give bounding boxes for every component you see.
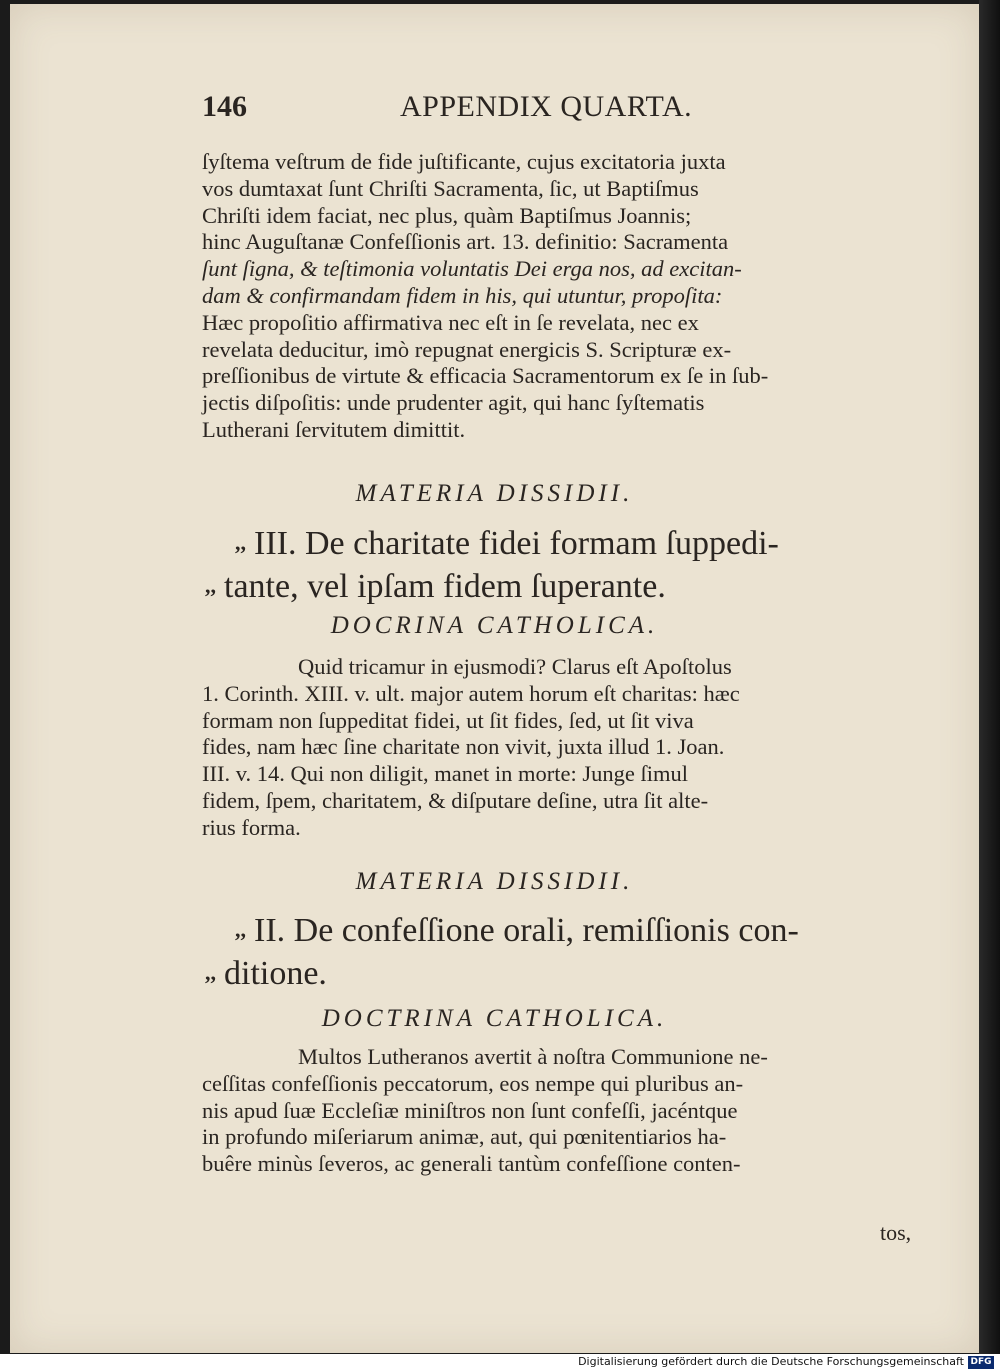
section-heading: MATERIA DISSIDII. bbox=[355, 868, 634, 895]
funding-footer bbox=[0, 1354, 1000, 1372]
paragraph-3 bbox=[202, 1044, 917, 1178]
text-line: 1. Corinth. XIII. v. ult. major autem horum eſt charitas: hæc bbox=[202, 680, 740, 706]
paragraph-2 bbox=[202, 654, 917, 842]
page-header bbox=[10, 88, 979, 132]
text-line: revelata deducitur, imò repugnat energicis S. Scripturæ ex- bbox=[202, 336, 732, 362]
thesis-2 bbox=[205, 911, 935, 997]
text-line: Chriſti idem faciat, nec plus, quàm Baptiſmus Joannis; bbox=[202, 202, 692, 228]
thesis-line bbox=[205, 567, 935, 610]
text-line: Multos Lutheranos avertit à noſtra Communione ne- bbox=[298, 1044, 768, 1069]
quote-mark: ,, bbox=[205, 573, 216, 598]
book-page bbox=[10, 4, 979, 1353]
thesis-text: tante, vel ipſam fidem ſuperante. bbox=[224, 568, 666, 605]
quote-mark: ,, bbox=[205, 960, 216, 985]
text-line: rius forma. bbox=[202, 814, 301, 840]
thesis-text: ditione. bbox=[224, 955, 327, 992]
thesis-line bbox=[205, 954, 935, 997]
thesis-1 bbox=[205, 524, 935, 610]
thesis-text: II. De confeſſione orali, remiſſionis con- bbox=[254, 912, 799, 949]
text-line: ceſſitas confeſſionis peccatorum, eos nempe qui pluribus an- bbox=[202, 1070, 744, 1096]
text-line: vos dumtaxat ſunt Chriſti Sacramenta, ſic, ut Baptiſmus bbox=[202, 175, 699, 201]
text-line: buêre minùs ſeveros, ac generali tantùm confeſſione conten- bbox=[202, 1151, 741, 1177]
text-line: formam non ſuppeditat fidei, ut ſit fides, ſed, ut ſit viva bbox=[202, 707, 694, 733]
section-heading: DOCRINA CATHOLICA. bbox=[330, 612, 659, 639]
text-line: Lutherani ſervitutem dimittit. bbox=[202, 416, 466, 442]
thesis-text: III. De charitate fidei formam ſuppedi- bbox=[254, 525, 779, 562]
text-line: III. v. 14. Qui non diligit, manet in morte: Junge ſimul bbox=[202, 761, 688, 787]
quote-mark: ,, bbox=[235, 530, 246, 555]
text-line: fidem, ſpem, charitatem, & diſputare deſine, utra ſit alte- bbox=[202, 787, 709, 813]
text-line: in profundo miſeriarum animæ, aut, qui pœnitentiarios ha- bbox=[202, 1124, 727, 1150]
text-line: Hæc propoſitio affirmativa nec eſt in ſe revelata, nec ex bbox=[202, 309, 699, 335]
text-line: fides, nam hæc ſine charitate non vivit, juxta illud 1. Joan. bbox=[202, 734, 725, 760]
text-line: jectis diſpoſitis: unde prudenter agit, qui hanc ſyſtematis bbox=[202, 390, 705, 416]
paragraph-1 bbox=[202, 149, 917, 444]
text-line: dam & confirmandam fidem in his, qui utuntur, propoſita: bbox=[202, 282, 723, 308]
section-heading: MATERIA DISSIDII. bbox=[355, 480, 634, 507]
text-line: preſſionibus de virtute & efficacia Sacramentorum ex ſe in ſub- bbox=[202, 363, 769, 389]
thesis-line bbox=[235, 911, 935, 954]
page-number: 146 bbox=[202, 90, 247, 123]
text-line: Quid tricamur in ejusmodi? Clarus eſt Apoſtolus bbox=[298, 654, 732, 679]
section-heading: DOCTRINA CATHOLICA. bbox=[321, 1005, 668, 1032]
text-line: ſunt ſigna, & teſtimonia voluntatis Dei erga nos, ad excitan- bbox=[202, 256, 742, 282]
dfg-logo: DFG bbox=[968, 1356, 994, 1369]
thesis-line bbox=[235, 524, 935, 567]
running-title: APPENDIX QUARTA. bbox=[400, 90, 693, 123]
text-line: ſyſtema veſtrum de fide juſtificante, cujus excitatoria juxta bbox=[202, 149, 726, 174]
scan-edge bbox=[979, 0, 1000, 1354]
catchword: tos, bbox=[880, 1220, 912, 1245]
text-line: hinc Auguſtanæ Confeſſionis art. 13. definitio: Sacramenta bbox=[202, 229, 729, 255]
funding-note: Digitalisierung gefördert durch die Deutsche Forschungsgemeinschaft bbox=[578, 1355, 964, 1368]
text-line: nis apud ſuæ Eccleſiæ miniſtros non ſunt confeſſi, jacéntque bbox=[202, 1097, 738, 1123]
quote-mark: ,, bbox=[235, 917, 246, 942]
